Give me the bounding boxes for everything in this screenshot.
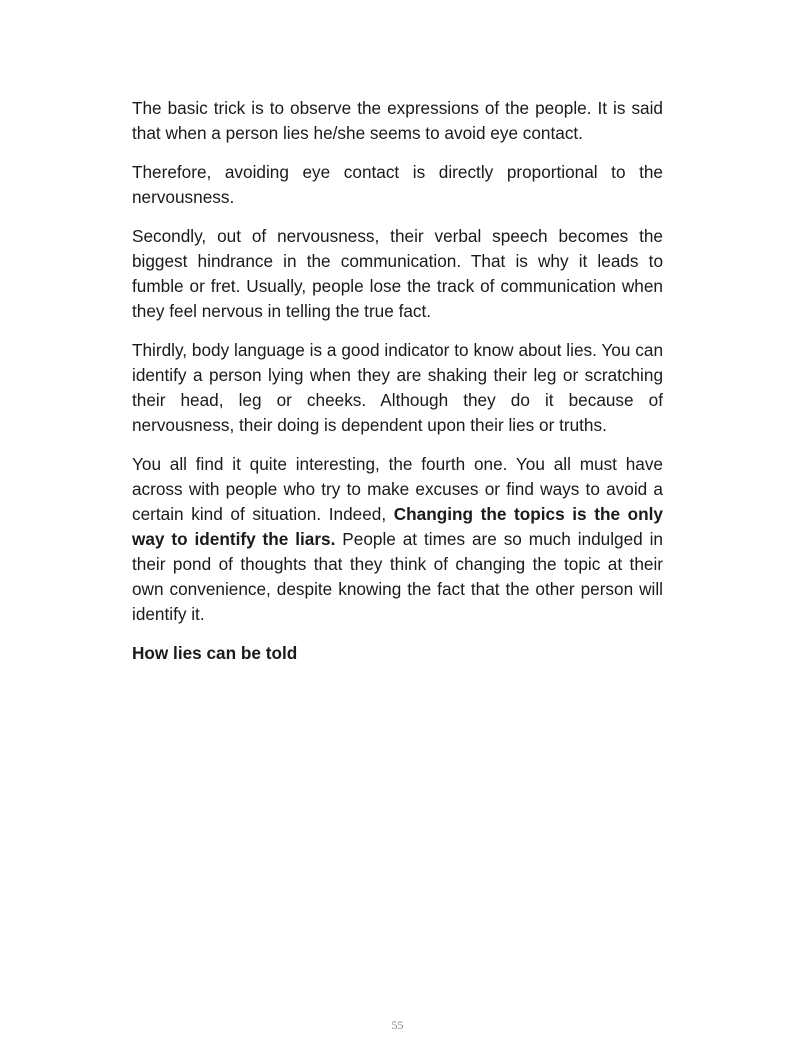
paragraph-changing-topics <box>132 452 663 627</box>
paragraph-changing-topics-tail: People at times are so much indulged in their pond of thoughts that they think of changing the topic at their own convenience, despite knowing the fact that the other person will identify it. <box>132 529 663 624</box>
paragraph-changing-topics-lead: You all find it quite interesting, the fourth one. You all must have across with people who try to make excuses or find ways to avoid a certain kind of situation. Indeed, <box>132 454 663 524</box>
paragraph-eye-contact: Therefore, avoiding eye contact is directly proportional to the nervousness. <box>132 162 663 207</box>
paragraph-verbal-speech: Secondly, out of nervousness, their verbal speech becomes the biggest hindrance in the communication. That is why it leads to fumble or fret. Usually, people lose the track of communication when they feel nervous in telling the true fact. <box>132 226 663 321</box>
paragraph-changing-topics-bold: Changing the topics is the only way to identify the liars. <box>132 504 663 549</box>
page-number: 55 <box>391 1018 404 1032</box>
paragraph-body-language: Thirdly, body language is a good indicator to know about lies. You can identify a person lying when they are shaking their leg or scratching their head, leg or cheeks. Although they do it because of nervousness, their doing is dependent upon their lies or truths. <box>132 340 663 435</box>
section-heading: How lies can be told <box>132 643 298 663</box>
paragraph-observe-expressions: The basic trick is to observe the expressions of the people. It is said that when a person lies he/she seems to avoid eye contact. <box>132 98 663 143</box>
page-body <box>132 96 663 666</box>
